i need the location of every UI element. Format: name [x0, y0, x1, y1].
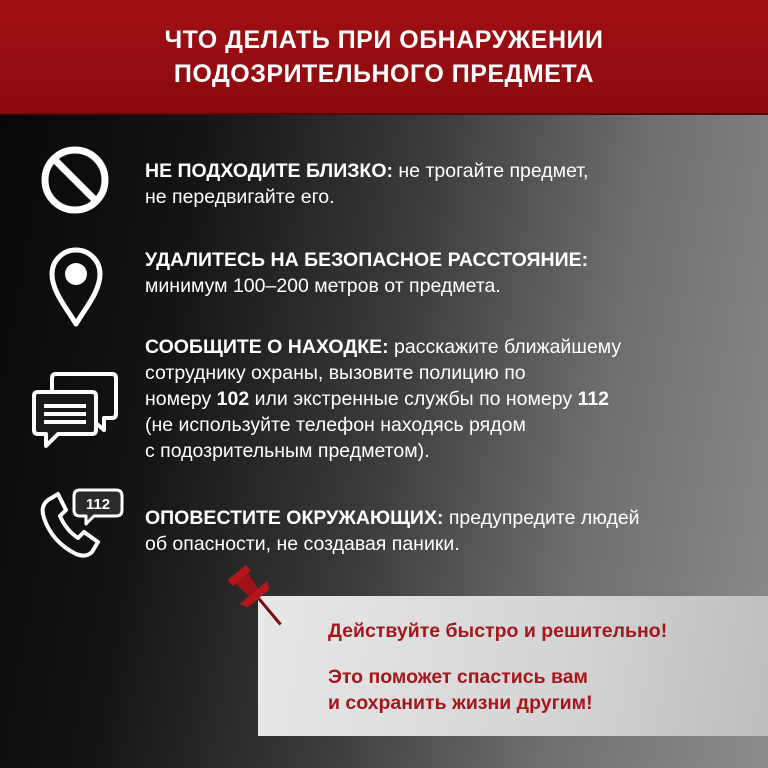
callout-box	[258, 596, 768, 736]
callout-line: Это поможет спастись вам	[328, 666, 588, 688]
instruction-heading: НЕ ПОДХОДИТЕ БЛИЗКО:	[145, 160, 393, 182]
instruction-text-2	[145, 247, 588, 299]
instruction-line: с подозрительным предметом).	[145, 440, 430, 462]
instruction-line: не передвигайте его.	[145, 186, 335, 208]
instruction-line	[145, 334, 621, 360]
location-pin-icon	[46, 244, 106, 330]
pushpin-icon	[220, 560, 300, 640]
instruction-rest: или экстренные службы по номеру	[249, 388, 578, 410]
instruction-text-3	[145, 334, 621, 464]
instruction-line	[145, 247, 588, 273]
instruction-line: (не используйте телефон находясь рядом	[145, 414, 526, 436]
instruction-rest: номеру	[145, 388, 217, 410]
instruction-line	[145, 505, 640, 531]
instruction-heading: СООБЩИТЕ О НАХОДКЕ:	[145, 336, 389, 358]
instruction-rest: не трогайте предмет,	[393, 160, 589, 182]
instruction-line: сотруднику охраны, вызовите полицию по	[145, 362, 526, 384]
instruction-text-4	[145, 505, 640, 557]
instruction-heading: ОПОВЕСТИТЕ ОКРУЖАЮЩИХ:	[145, 507, 444, 529]
police-number: 102	[216, 388, 250, 410]
icon-112-label: 112	[85, 496, 111, 513]
emergency-number: 112	[577, 388, 610, 410]
instruction-rest: предупредите людей	[443, 507, 640, 529]
instruction-line	[145, 386, 621, 412]
instruction-rest: расскажите ближайшему	[388, 336, 622, 358]
instruction-line: об опасности, не создавая паники.	[145, 533, 460, 555]
header-title-line-1: ЧТО ДЕЛАТЬ ПРИ ОБНАРУЖЕНИИ	[164, 25, 604, 54]
instruction-line: минимум 100–200 метров от предмета.	[145, 275, 501, 297]
instruction-line	[145, 158, 588, 184]
instruction-heading: УДАЛИТЕСЬ НА БЕЗОПАСНОЕ РАССТОЯНИЕ:	[145, 249, 589, 271]
header-banner	[0, 0, 768, 115]
callout-line-2	[328, 664, 593, 716]
phone-112-icon	[36, 484, 126, 564]
prohibited-icon	[39, 144, 111, 216]
callout-line: и сохранить жизни другим!	[328, 692, 593, 714]
header-title-line-2: ПОДОЗРИТЕЛЬНОГО ПРЕДМЕТА	[173, 59, 595, 88]
callout-line-1: Действуйте быстро и решительно!	[328, 620, 668, 642]
chat-bubbles-icon	[32, 370, 118, 450]
instruction-text-1	[145, 158, 588, 210]
